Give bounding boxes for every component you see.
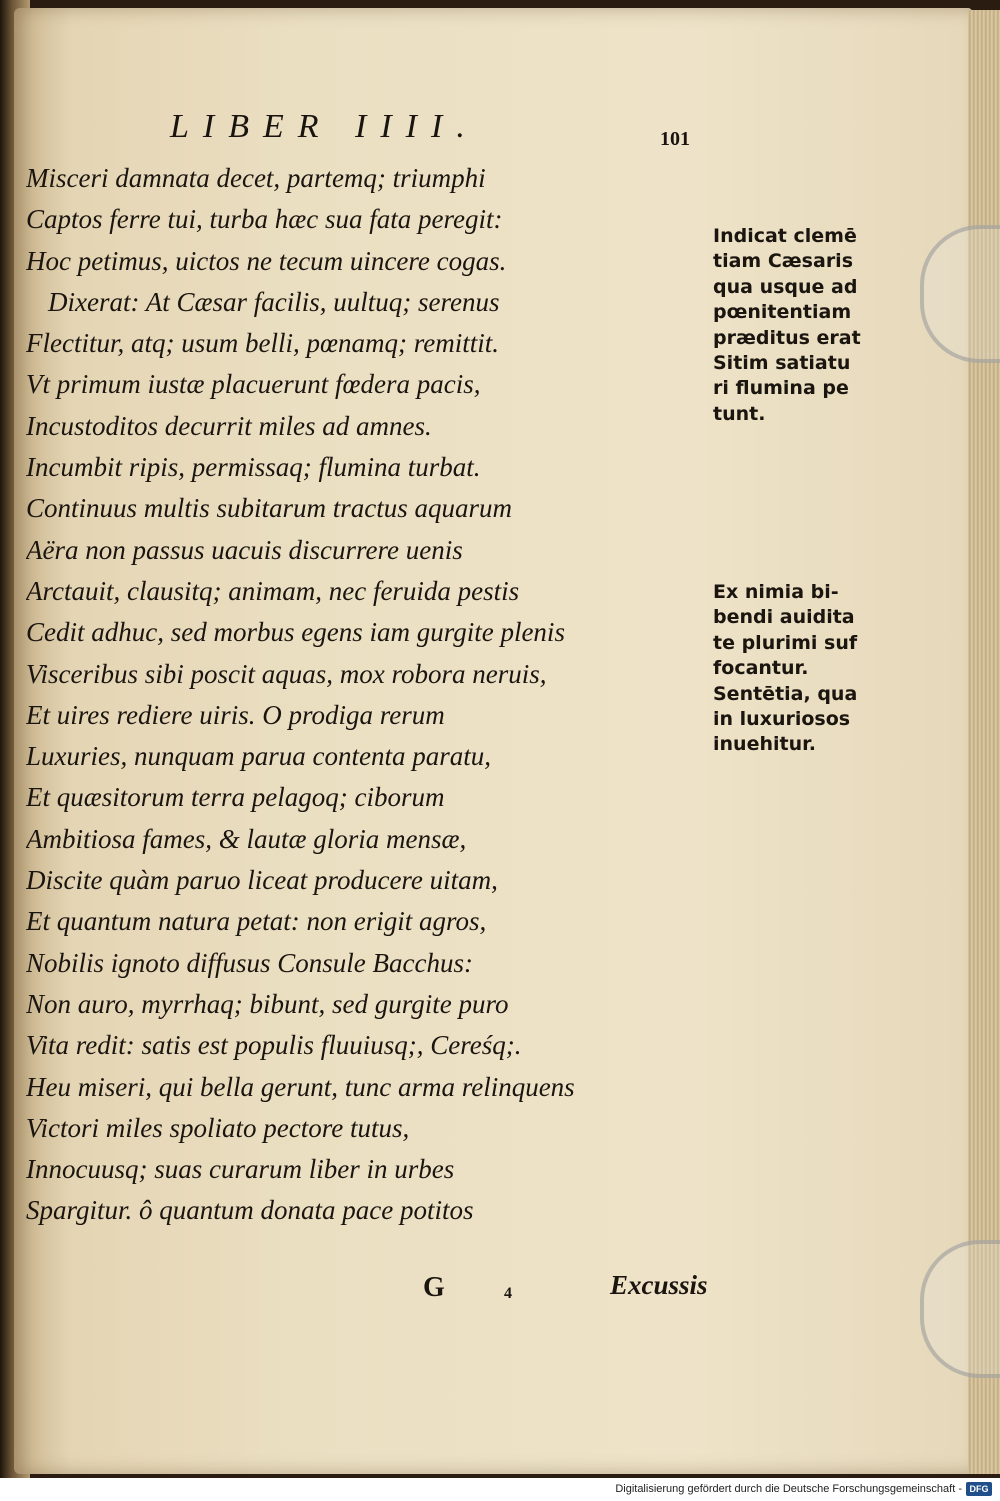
note-line: Indicat clemē bbox=[713, 225, 857, 247]
verse-line: Spargitur. ô quantum donata pace potitos bbox=[26, 1195, 474, 1226]
note-line: præditus erat bbox=[713, 326, 861, 349]
verse-line: Vt primum iustæ placuerunt fœdera pacis, bbox=[26, 369, 481, 400]
verse-line: Victori miles spoliato pectore tutus, bbox=[26, 1112, 410, 1143]
dfg-logo: DFG bbox=[966, 1482, 992, 1496]
verse-line: Nobilis ignoto diffusus Consule Bacchus: bbox=[26, 947, 474, 978]
verse-line: Et quæsitorum terra pelagoq; ciborum bbox=[26, 782, 445, 813]
catchword: Excussis bbox=[610, 1270, 708, 1300]
verse-block bbox=[26, 158, 696, 1232]
note-line: Ex nimia bi- bbox=[713, 581, 839, 603]
verse-line: Innocuusq; suas curarum liber in urbes bbox=[26, 1154, 455, 1185]
verse-line: Heu miseri, qui bella gerunt, tunc arma relinquens bbox=[26, 1071, 575, 1102]
note-line: in luxuriosos bbox=[713, 708, 851, 731]
digitization-notice: Digitalisierung gefördert durch die Deutsche Forschungsgemeinschaft - bbox=[615, 1483, 962, 1495]
verse-line: Non auro, myrrhaq; bibunt, sed gurgite puro bbox=[26, 988, 509, 1019]
signature-number: 4 bbox=[504, 1285, 512, 1302]
verse-line: Visceribus sibi poscit aquas, mox robora neruis, bbox=[26, 658, 547, 689]
note-line: bendi auidita bbox=[713, 606, 855, 629]
verse-line: Captos ferre tui, turba hæc sua fata peregit: bbox=[26, 204, 503, 235]
marginal-note bbox=[713, 224, 888, 427]
note-line: focantur. bbox=[713, 657, 809, 680]
folio-number: 101 bbox=[660, 128, 690, 150]
verse-line: Vita redit: satis est populis fluuiusq;, Cereśq;. bbox=[26, 1030, 522, 1061]
signature-mark: G bbox=[423, 1272, 445, 1303]
verse-line: Aëra non passus uacuis discurrere uenis bbox=[26, 534, 463, 565]
running-head: LIBER IIII. bbox=[170, 108, 479, 145]
verse-line: Flectitur, atq; usum belli, pœnamq; remittit. bbox=[26, 328, 499, 359]
verse-line: Hoc petimus, uictos ne tecum uincere cogas. bbox=[26, 245, 507, 276]
verse-line: Misceri damnata decet, partemq; triumphi bbox=[26, 163, 486, 193]
verse-line: Dixerat: At Cæsar facilis, uultuq; serenus bbox=[48, 286, 500, 317]
note-line: tunt. bbox=[713, 402, 766, 425]
verse-line: Luxuries, nunquam parua contenta paratu, bbox=[26, 741, 491, 772]
verse-line: Et quantum natura petat: non erigit agros, bbox=[26, 906, 487, 937]
verse-line: Arctauit, clausitq; animam, nec feruida pestis bbox=[26, 575, 520, 606]
note-line: Sentētia, qua bbox=[713, 682, 858, 705]
verse-line: Ambitiosa fames, & lautæ gloria mensæ, bbox=[26, 823, 467, 854]
note-line: Sitim satiatu bbox=[713, 352, 851, 375]
verse-line: Incustoditos decurrit miles ad amnes. bbox=[26, 410, 432, 441]
note-line: pœnitentiam bbox=[713, 301, 852, 324]
note-line: te plurimi suf bbox=[713, 631, 858, 654]
verse-line: Incumbit ripis, permissaq; flumina turbat. bbox=[26, 452, 481, 483]
note-line: ri flumina pe bbox=[713, 377, 849, 400]
note-line: qua usque ad bbox=[713, 275, 858, 298]
marginal-note bbox=[713, 580, 888, 758]
verse-line: Cedit adhuc, sed morbus egens iam gurgite plenis bbox=[26, 617, 565, 648]
verse-line: Continuus multis subitarum tractus aquarum bbox=[26, 493, 513, 524]
note-line: tiam Cæsaris bbox=[713, 250, 854, 273]
verse-line: Et uires rediere uiris. O prodiga rerum bbox=[26, 699, 445, 730]
verse-line: Discite quàm paruo liceat producere uitam, bbox=[26, 865, 498, 896]
note-line: inuehitur. bbox=[713, 733, 816, 756]
